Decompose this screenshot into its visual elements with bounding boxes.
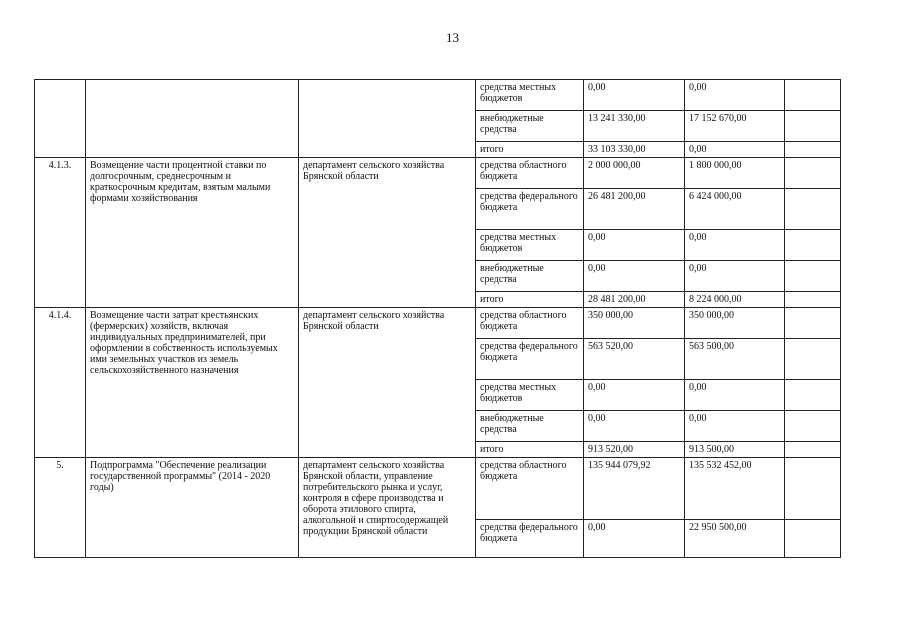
amount-cell: 563 520,00	[584, 339, 685, 380]
amount-cell: 2 000 000,00	[584, 158, 685, 189]
measure-name-cell: Возмещение части процентной ставки по долгосрочным, среднесрочным и краткосрочным кредитам, взятым малыми формами хозяйствования	[86, 158, 299, 308]
executor-cell: департамент сельского хозяйства Брянской области	[299, 308, 476, 458]
empty-cell	[785, 230, 841, 261]
amount-cell: 350 000,00	[685, 308, 785, 339]
executor-cell: департамент сельского хозяйства Брянской области	[299, 158, 476, 308]
measure-name-cell	[86, 80, 299, 158]
table-row	[35, 458, 841, 520]
amount-cell: 0,00	[584, 261, 685, 292]
amount-cell: 0,00	[685, 261, 785, 292]
empty-cell	[785, 261, 841, 292]
amount-cell: 0,00	[584, 520, 685, 558]
row-number-cell	[35, 80, 86, 158]
amount-cell: 135 944 079,92	[584, 458, 685, 520]
funding-source-cell: средства местных бюджетов	[476, 80, 584, 111]
amount-cell: 0,00	[685, 142, 785, 158]
amount-cell: 1 800 000,00	[685, 158, 785, 189]
table-row	[35, 80, 841, 111]
funding-source-cell: итого	[476, 142, 584, 158]
amount-cell: 0,00	[685, 380, 785, 411]
table-row	[35, 308, 841, 339]
row-number-cell: 4.1.3.	[35, 158, 86, 308]
executor-cell	[299, 80, 476, 158]
empty-cell	[785, 442, 841, 458]
funding-source-cell: внебюджетные средства	[476, 411, 584, 442]
amount-cell: 0,00	[584, 80, 685, 111]
amount-cell: 13 241 330,00	[584, 111, 685, 142]
funding-source-cell: средства местных бюджетов	[476, 230, 584, 261]
amount-cell: 26 481 200,00	[584, 189, 685, 230]
amount-cell: 913 500,00	[685, 442, 785, 458]
empty-cell	[785, 80, 841, 111]
amount-cell: 913 520,00	[584, 442, 685, 458]
empty-cell	[785, 142, 841, 158]
funding-source-cell: внебюджетные средства	[476, 111, 584, 142]
funding-source-cell: средства областного бюджета	[476, 308, 584, 339]
row-number-cell: 5.	[35, 458, 86, 558]
empty-cell	[785, 380, 841, 411]
funding-source-cell: средства областного бюджета	[476, 158, 584, 189]
amount-cell: 0,00	[584, 380, 685, 411]
funding-source-cell: внебюджетные средства	[476, 261, 584, 292]
funding-source-cell: средства федерального бюджета	[476, 339, 584, 380]
page-number: 13	[446, 30, 459, 45]
measure-name-cell: Возмещение части затрат крестьянских (фермерских) хозяйств, включая индивидуальных предпринимателей, при оформлении в собственность используемых ими земельных участков из земель сельскохозяйственного назначения	[86, 308, 299, 458]
empty-cell	[785, 339, 841, 380]
amount-cell: 6 424 000,00	[685, 189, 785, 230]
amount-cell: 17 152 670,00	[685, 111, 785, 142]
amount-cell: 350 000,00	[584, 308, 685, 339]
empty-cell	[785, 308, 841, 339]
amount-cell: 563 500,00	[685, 339, 785, 380]
amount-cell: 0,00	[685, 230, 785, 261]
funding-source-cell: итого	[476, 442, 584, 458]
amount-cell: 28 481 200,00	[584, 292, 685, 308]
empty-cell	[785, 411, 841, 442]
funding-source-cell: средства федерального бюджета	[476, 189, 584, 230]
amount-cell: 0,00	[685, 411, 785, 442]
budget-table	[34, 79, 841, 558]
amount-cell: 0,00	[584, 411, 685, 442]
empty-cell	[785, 292, 841, 308]
empty-cell	[785, 520, 841, 558]
row-number-cell: 4.1.4.	[35, 308, 86, 458]
funding-source-cell: средства федерального бюджета	[476, 520, 584, 558]
measure-name-cell: Подпрограмма "Обеспечение реализации государственной программы" (2014 - 2020 годы)	[86, 458, 299, 558]
amount-cell: 135 532 452,00	[685, 458, 785, 520]
empty-cell	[785, 458, 841, 520]
amount-cell: 22 950 500,00	[685, 520, 785, 558]
empty-cell	[785, 189, 841, 230]
amount-cell: 0,00	[584, 230, 685, 261]
funding-source-cell: итого	[476, 292, 584, 308]
funding-source-cell: средства местных бюджетов	[476, 380, 584, 411]
funding-source-cell: средства областного бюджета	[476, 458, 584, 520]
empty-cell	[785, 111, 841, 142]
empty-cell	[785, 158, 841, 189]
amount-cell: 0,00	[685, 80, 785, 111]
table-row	[35, 158, 841, 189]
amount-cell: 33 103 330,00	[584, 142, 685, 158]
executor-cell: департамент сельского хозяйства Брянской области, управление потребительского рынка и услуг, контроля в сфере производства и оборота этилового спирта, алкогольной и спиртосодержащей продукции Брянской области	[299, 458, 476, 558]
amount-cell: 8 224 000,00	[685, 292, 785, 308]
